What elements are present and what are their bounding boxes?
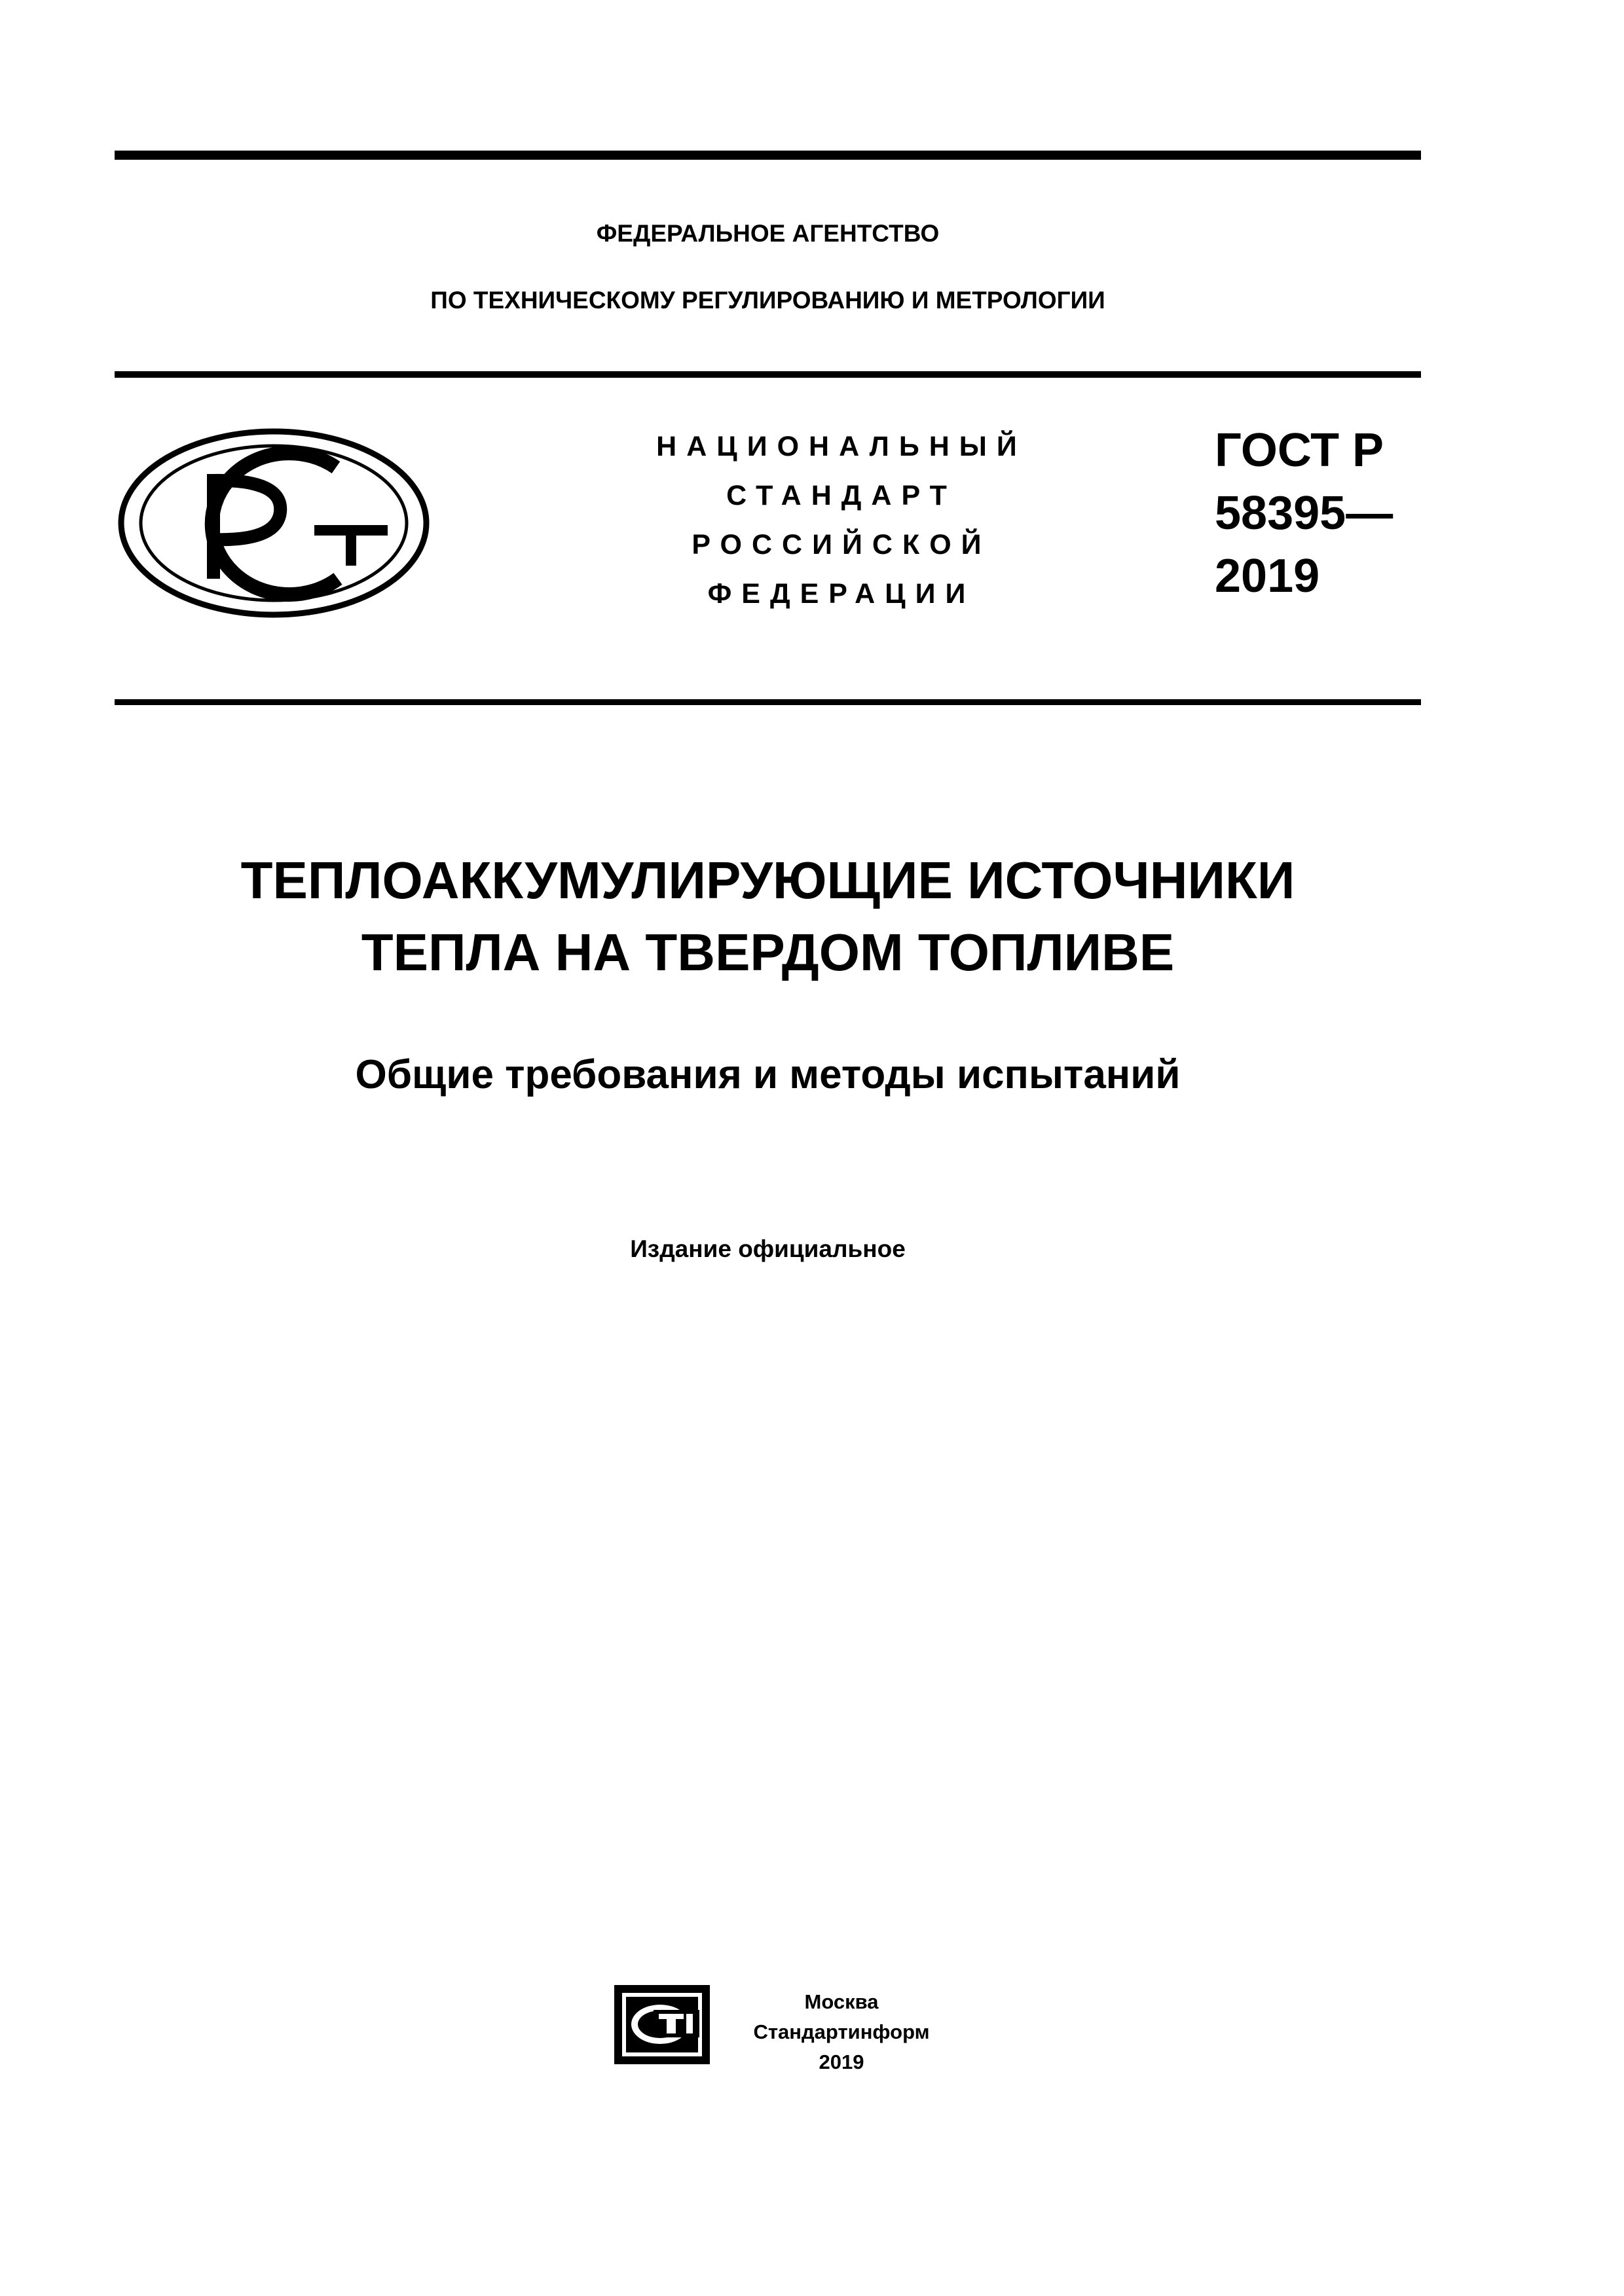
gost-r-logo-icon (117, 427, 431, 620)
imprint (733, 1987, 950, 2077)
national-standard-line: СТАНДАРТ (726, 480, 957, 511)
national-standard-line: РОССИЙСКОЙ (692, 529, 991, 560)
document-subtitle: Общие требования и методы испытаний (355, 1052, 1181, 1097)
imprint-year: 2019 (819, 2050, 864, 2073)
national-standard-line: ФЕДЕРАЦИИ (707, 578, 976, 610)
agency-name-line1: ФЕДЕРАЛЬНОЕ АГЕНТСТВО (596, 220, 940, 247)
middle-rule (115, 371, 1421, 378)
standard-code (1215, 419, 1393, 608)
standartinform-logo-icon (613, 1984, 711, 2066)
national-standard-label (616, 422, 1067, 619)
national-standard-line: НАЦИОНАЛЬНЫЙ (656, 431, 1027, 462)
edition-label: Издание официальное (630, 1235, 906, 1262)
document-title-line: ТЕПЛА НА ТВЕРДОМ ТОПЛИВЕ (361, 923, 1175, 981)
document-title-line: ТЕПЛОАККУМУЛИРУЮЩИЕ ИСТОЧНИКИ (240, 851, 1295, 909)
agency-name-line2: ПО ТЕХНИЧЕСКОМУ РЕГУЛИРОВАНИЮ И МЕТРОЛОГИИ (430, 287, 1105, 314)
bottom-rule (115, 699, 1421, 705)
imprint-city: Москва (804, 1990, 879, 2013)
standard-code-line: 58395— (1215, 487, 1393, 539)
imprint-publisher: Стандартинформ (753, 2020, 930, 2043)
standard-code-line: 2019 (1215, 550, 1320, 602)
document-title (115, 845, 1421, 989)
standard-code-line: ГОСТ Р (1215, 424, 1384, 477)
top-rule (115, 151, 1421, 160)
